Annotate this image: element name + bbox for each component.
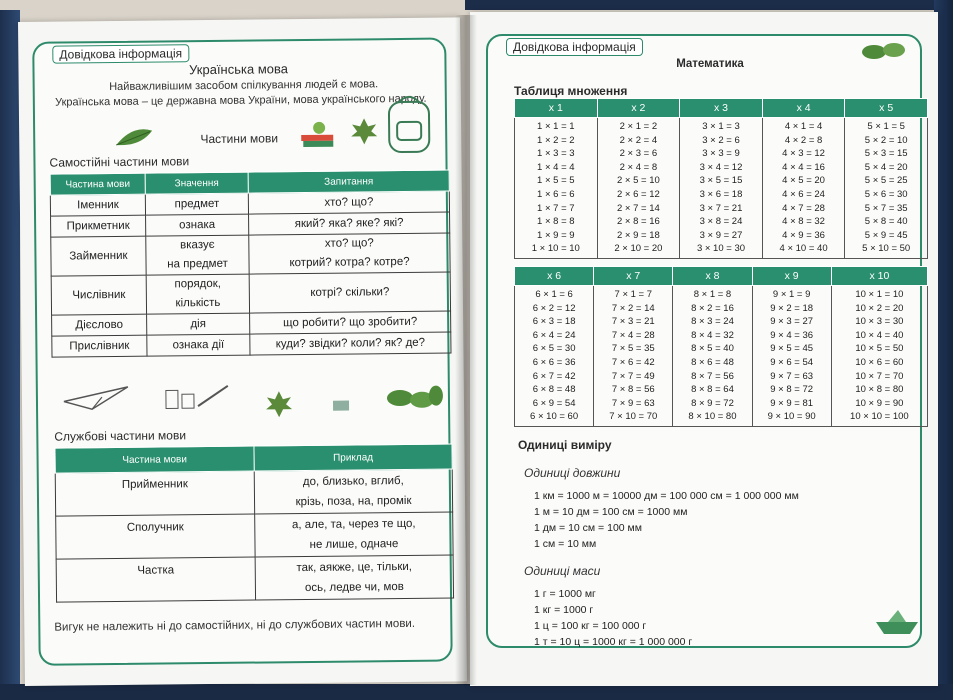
multiplication-fact: 6 × 9 = 54 [532,397,576,409]
right-page [470,12,938,686]
multiplication-fact: 1 × 8 = 8 [537,216,575,228]
multiplication-fact: 8 × 5 = 40 [691,343,734,355]
multiplication-header: x 7 [594,267,673,286]
multiplication-column [597,118,680,259]
table-cell: Іменник [50,194,145,216]
multiplication-fact: 2 × 7 = 14 [616,202,660,214]
multiplication-fact: 2 × 4 = 8 [619,161,658,173]
multiplication-fact: 1 × 3 = 3 [537,148,575,160]
multiplication-header: x 5 [845,99,928,118]
multiplication-header: x 4 [762,99,845,118]
multiplication-fact: 5 × 5 = 25 [864,175,908,187]
length-line-1: 1 км = 1000 м = 10000 дм = 100 000 см = 1 000 000 мм [534,490,799,502]
table-cell: хто? що? котрий? котра? котре? [249,233,450,274]
table-cell: Сполучник [56,514,255,559]
mass-units-heading: Одиниці маси [524,564,601,578]
table-cell: Прислівник [52,335,147,357]
multiplication-fact: 8 × 8 = 64 [691,384,734,396]
multiplication-fact: 3 × 4 = 12 [699,161,743,173]
length-line-2: 1 м = 10 дм = 100 см = 1000 мм [534,506,688,518]
independent-header-question: Запитання [248,170,449,193]
multiplication-fact: 8 × 10 = 80 [688,411,737,423]
multiplication-fact: 9 × 6 = 54 [770,356,814,368]
table-cell: порядок, кількість [146,274,249,314]
length-units-heading: Одиниці довжини [524,466,621,480]
multiplication-heading: Таблиця множення [514,84,628,98]
service-header-example: Приклад [254,444,452,471]
multiplication-fact: 5 × 3 = 15 [864,148,908,160]
multiplication-fact: 4 × 2 = 8 [784,134,823,146]
multiplication-column [673,286,752,427]
multiplication-fact: 5 × 2 = 10 [864,134,908,146]
multiplication-fact: 8 × 9 = 72 [691,397,734,409]
multiplication-fact: 4 × 1 = 4 [784,121,823,132]
multiplication-fact: 2 × 2 = 4 [619,134,658,146]
multiplication-fact: 3 × 5 = 15 [699,175,743,187]
independent-parts-table [50,169,452,357]
table-cell: хто? що? [248,191,449,214]
multiplication-fact: 8 × 3 = 24 [691,316,734,328]
multiplication-fact: 1 × 10 = 10 [531,243,580,255]
leaves-icon [384,382,444,417]
multiplication-fact: 6 × 5 = 30 [532,343,576,355]
multiplication-fact: 9 × 2 = 18 [770,302,814,314]
multiplication-fact: 9 × 3 = 27 [770,316,814,328]
multiplication-fact: 4 × 6 = 24 [782,188,825,200]
eraser-icon [332,399,350,413]
table-cell: до, близько, вглиб, крізь, поза, на, промік [254,469,452,514]
book-cover-left [0,10,20,700]
multiplication-fact: 3 × 2 = 6 [702,134,740,146]
multiplication-fact: 7 × 7 = 49 [611,370,655,382]
multiplication-fact: 1 × 6 = 6 [537,188,575,200]
mass-line-1: 1 г = 1000 мг [534,588,596,600]
multiplication-fact: 5 × 9 = 45 [864,229,908,241]
multiplication-fact: 6 × 1 = 6 [535,289,573,300]
table-row [52,332,451,357]
independent-parts-heading: Самостійні частини мови [49,154,190,170]
multiplication-column [515,118,598,259]
multiplication-fact: 2 × 9 = 18 [616,229,660,241]
multiplication-fact: 7 × 1 = 7 [614,289,653,300]
multiplication-fact: 3 × 1 = 3 [702,121,740,132]
multiplication-fact: 5 × 10 = 50 [862,243,911,255]
multiplication-fact: 7 × 4 = 28 [611,329,655,341]
multiplication-fact: 1 × 9 = 9 [537,229,575,241]
multiplication-header: x 2 [597,99,680,118]
multiplication-fact: 6 × 4 = 24 [532,329,576,341]
multiplication-header: x 1 [515,99,598,118]
multiplication-fact: 8 × 2 = 16 [691,302,734,314]
leaves-corner-icon [860,36,910,66]
multiplication-table-bottom [514,266,928,427]
multiplication-fact: 8 × 7 = 56 [691,370,734,382]
multiplication-header: x 9 [752,267,831,286]
multiplication-fact: 1 × 1 = 1 [537,121,575,132]
table-cell: котрі? скільки? [249,272,450,313]
multiplication-fact: 3 × 3 = 9 [702,148,740,160]
table-row [55,469,452,516]
table-row [56,512,453,559]
multiplication-fact: 9 × 10 = 90 [767,411,816,423]
table-cell: Дієслово [52,314,147,336]
multiplication-column [762,118,845,259]
multiplication-fact: 8 × 6 = 48 [691,356,734,368]
multiplication-fact: 10 × 3 = 30 [855,316,904,328]
table-cell: куди? звідки? коли? як? де? [250,332,451,355]
multiplication-fact: 4 × 4 = 16 [782,161,825,173]
service-parts-heading: Службові частини мови [54,428,187,444]
multiplication-fact: 6 × 6 = 36 [532,356,576,368]
table-cell: Частка [56,557,255,602]
multiplication-header: x 6 [515,267,594,286]
left-page [18,17,467,686]
multiplication-fact: 9 × 7 = 63 [770,370,814,382]
table-cell: вказує на предмет [146,235,249,275]
multiplication-fact: 3 × 10 = 30 [696,243,746,255]
table-cell: так, аякже, це, тільки, ось, ледве чи, мов [255,555,453,600]
multiplication-fact: 9 × 1 = 9 [772,289,811,300]
paint-jars-icon [162,382,232,413]
multiplication-fact: 10 × 1 = 10 [855,289,904,300]
multiplication-fact: 7 × 6 = 42 [611,356,655,368]
multiplication-fact: 10 × 2 = 20 [855,302,904,314]
multiplication-column [680,118,763,259]
independent-header-part: Частина мови [50,173,145,195]
service-header-part: Частина мови [55,446,254,473]
multiplication-fact: 3 × 8 = 24 [699,216,743,228]
table-cell: дія [147,313,250,335]
multiplication-fact: 2 × 10 = 20 [614,243,663,255]
multiplication-fact: 1 × 2 = 2 [537,134,575,146]
table-row [56,555,453,602]
multiplication-fact: 9 × 8 = 72 [770,384,814,396]
multiplication-table-top [514,98,928,259]
multiplication-header: x 10 [831,267,927,286]
mass-line-2: 1 кг = 1000 г [534,604,594,616]
maple-leaf-icon-2 [264,389,294,419]
multiplication-fact: 4 × 9 = 36 [782,229,825,241]
multiplication-fact: 3 × 7 = 21 [699,202,743,214]
multiplication-fact: 4 × 10 = 40 [779,243,828,255]
intro-line-2: Українська мова – це державна мова України, мова українського народу. [55,92,427,109]
multiplication-column [831,286,927,427]
multiplication-fact: 7 × 2 = 14 [611,302,655,314]
intro-line-1: Найважливішим засобом спілкування людей є мова. [109,78,379,94]
multiplication-fact: 2 × 3 = 6 [619,148,658,160]
backpack-icon [381,92,438,157]
maple-leaf-icon [349,116,379,146]
multiplication-fact: 2 × 8 = 16 [616,216,660,228]
multiplication-fact: 10 × 9 = 90 [855,397,904,409]
multiplication-fact: 1 × 4 = 4 [537,161,575,173]
table-cell: ознака [146,214,249,236]
multiplication-fact: 7 × 5 = 35 [611,343,655,355]
table-cell: який? яка? яке? які? [249,212,450,235]
multiplication-fact: 8 × 4 = 32 [691,329,734,341]
multiplication-header: x 8 [673,267,752,286]
multiplication-column [752,286,831,427]
multiplication-fact: 6 × 3 = 18 [532,316,576,328]
multiplication-fact: 10 × 5 = 50 [855,343,904,355]
multiplication-fact: 9 × 5 = 45 [770,343,814,355]
multiplication-fact: 4 × 8 = 32 [782,216,825,228]
multiplication-fact: 8 × 1 = 8 [693,289,732,300]
ukrainian-title: Українська мова [188,61,289,78]
multiplication-fact: 5 × 4 = 20 [864,161,908,173]
table-cell: Числівник [51,275,146,315]
multiplication-fact: 2 × 6 = 12 [616,188,660,200]
multiplication-fact: 7 × 10 = 70 [609,411,658,423]
multiplication-fact: 1 × 5 = 5 [537,175,575,187]
right-tab-label: Довідкова інформація [506,38,643,56]
multiplication-fact: 9 × 9 = 81 [770,397,814,409]
multiplication-header: x 3 [680,99,763,118]
table-cell: а, але, та, через те що, не лише, одначе [255,512,453,557]
length-line-3: 1 дм = 10 см = 100 мм [534,522,642,534]
paper-boat-icon [874,608,920,636]
table-cell: що робити? що зробити? [250,311,451,334]
length-line-4: 1 см = 10 мм [534,538,597,550]
multiplication-fact: 5 × 7 = 35 [864,202,908,214]
multiplication-fact: 4 × 5 = 20 [782,175,825,187]
multiplication-fact: 4 × 3 = 12 [782,148,825,160]
multiplication-fact: 6 × 8 = 48 [532,384,576,396]
multiplication-fact: 10 × 8 = 80 [855,384,904,396]
table-row [51,272,450,315]
multiplication-fact: 6 × 7 = 42 [532,370,576,382]
book-cover-bottom [0,684,953,700]
multiplication-fact: 6 × 2 = 12 [532,302,576,314]
table-cell: ознака дії [147,334,250,356]
table-cell: предмет [145,193,248,215]
multiplication-fact: 9 × 4 = 36 [770,329,814,341]
multiplication-fact: 4 × 7 = 28 [782,202,825,214]
multiplication-fact: 2 × 5 = 10 [616,175,660,187]
book-cover-top [465,0,953,10]
multiplication-fact: 3 × 9 = 27 [699,229,743,241]
multiplication-fact: 10 × 4 = 40 [855,329,904,341]
mass-line-4: 1 т = 10 ц = 1000 кг = 1 000 000 г [534,636,693,648]
service-parts-table [54,443,454,602]
multiplication-fact: 10 × 7 = 70 [855,370,904,382]
mass-line-3: 1 ц = 100 кг = 100 000 г [534,620,647,632]
multiplication-fact: 7 × 8 = 56 [611,384,655,396]
multiplication-fact: 7 × 9 = 63 [611,397,655,409]
table-cell: Займенник [51,236,146,276]
multiplication-fact: 7 × 3 = 21 [611,316,655,328]
table-cell: Прикметник [51,215,146,237]
interjection-note: Вигук не належить ні до самостійних, ні до службових частин мови. [54,617,416,634]
multiplication-column [594,286,673,427]
paper-plane-icon [62,383,132,414]
table-row [51,233,450,276]
multiplication-fact: 10 × 6 = 60 [855,356,904,368]
multiplication-fact: 2 × 1 = 2 [619,121,658,132]
multiplication-fact: 6 × 10 = 60 [530,411,579,423]
multiplication-fact: 5 × 1 = 5 [867,121,905,132]
multiplication-fact: 3 × 6 = 18 [699,188,743,200]
units-heading: Одиниці виміру [518,438,612,452]
table-cell: Прийменник [55,471,254,516]
parts-of-speech-heading: Частини мови [200,131,279,147]
multiplication-column [845,118,928,259]
left-tab-label: Довідкова інформація [52,44,189,63]
multiplication-fact: 5 × 6 = 30 [864,188,908,200]
multiplication-fact: 10 × 10 = 100 [850,411,909,423]
multiplication-fact: 1 × 7 = 7 [537,202,575,214]
math-title: Математика [676,58,744,70]
independent-header-meaning: Значення [145,172,248,194]
multiplication-column [515,286,594,427]
multiplication-fact: 5 × 8 = 40 [864,216,908,228]
